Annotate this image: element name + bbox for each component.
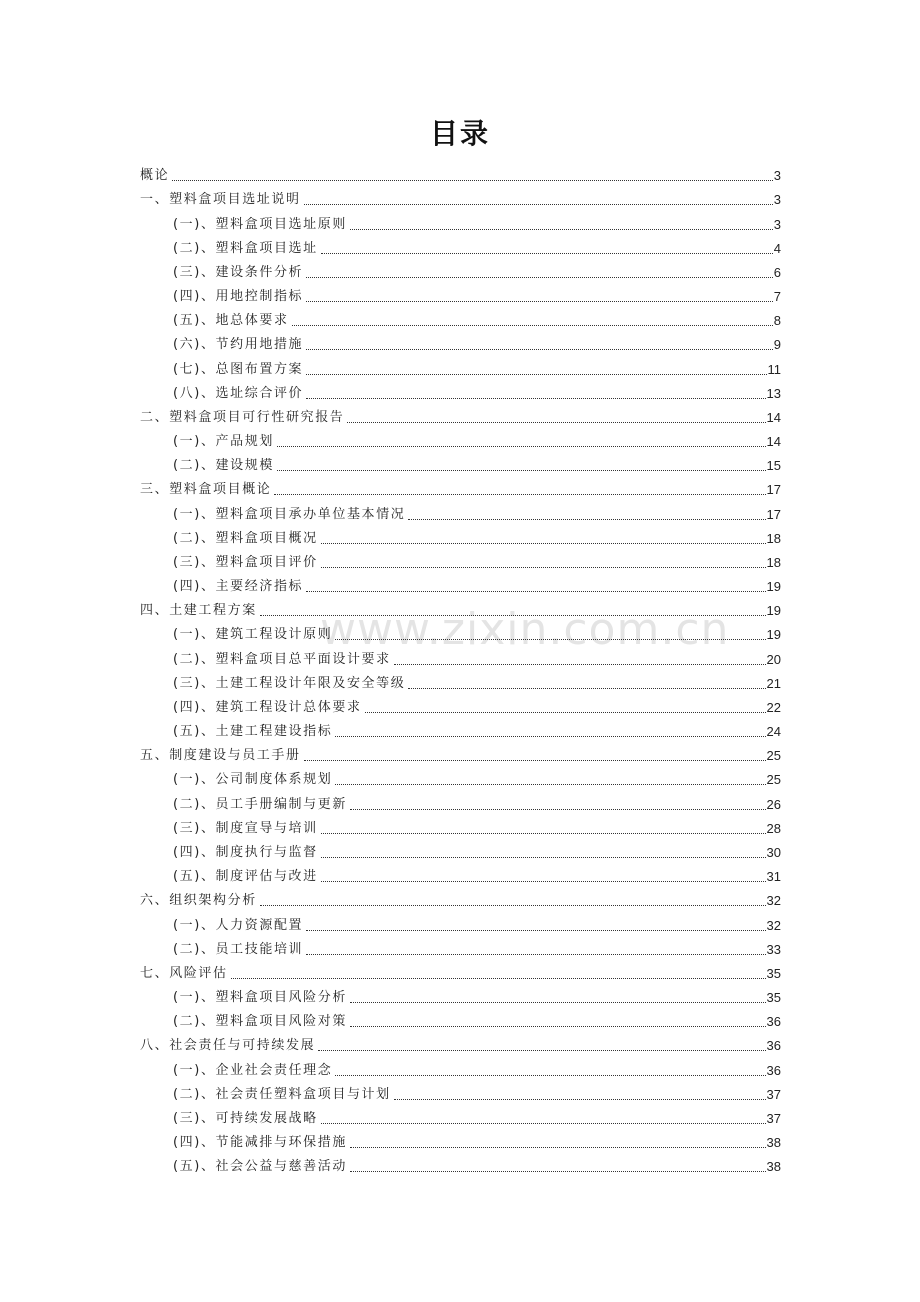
toc-entry-page-number: 7 [773,289,781,305]
toc-entry-page-number: 15 [766,458,781,474]
toc-entry-page-number: 25 [766,748,781,764]
toc-entry-label: (四)、建筑工程设计总体要求 [173,699,362,715]
dot-leader [335,1075,765,1076]
toc-entry-page-number: 33 [766,941,781,957]
toc-entry-label: (二)、建设规模 [173,458,274,474]
toc-entry-label: (五)、土建工程建设指标 [173,724,333,740]
toc-entry-page-number: 35 [766,990,781,1006]
toc-entry-page-number: 35 [766,965,781,981]
toc-entry[interactable] [140,982,781,1006]
toc-entry[interactable] [140,257,781,281]
toc-entry[interactable] [140,1151,781,1175]
dot-leader [306,954,765,955]
dot-leader [304,760,766,761]
toc-entry[interactable] [140,595,781,619]
toc-entry-label: (一)、建筑工程设计原则 [173,627,333,643]
toc-entry[interactable] [140,378,781,402]
toc-entry-page-number: 13 [766,385,781,401]
dot-leader [318,1050,765,1051]
dot-leader [304,204,773,205]
dot-leader [306,277,773,278]
toc-entry[interactable] [140,1079,781,1103]
dot-leader [321,543,766,544]
toc-entry-page-number: 6 [773,264,781,280]
toc-entry-label: 三、塑料盒项目概论 [140,482,272,498]
toc-entry-label: (三)、塑料盒项目评价 [173,554,318,570]
toc-entry-label: 概论 [140,168,170,184]
watermark-text: www.zixin.com.cn [320,604,730,655]
toc-entry[interactable] [140,474,781,498]
toc-entry-page-number: 32 [766,893,781,909]
toc-entry-label: 二、塑料盒项目可行性研究报告 [140,409,345,425]
toc-entry-page-number: 4 [773,240,781,256]
toc-entry[interactable] [140,958,781,982]
dot-leader [350,809,766,810]
toc-entry-page-number: 38 [766,1159,781,1175]
toc-entry-label: (二)、塑料盒项目风险对策 [173,1014,347,1030]
toc-entry-page-number: 3 [773,168,781,184]
toc-entry[interactable] [140,571,781,595]
toc-entry-label: (二)、员工技能培训 [173,941,304,957]
toc-entry-page-number: 19 [766,603,781,619]
toc-entry[interactable] [140,1127,781,1151]
toc-entry-label: (三)、建设条件分析 [173,264,304,280]
toc-entry[interactable] [140,184,781,208]
toc-entry-label: (一)、企业社会责任理念 [173,1062,333,1078]
dot-leader [408,519,765,520]
toc-entry[interactable] [140,547,781,571]
dot-leader [321,833,766,834]
toc-entry[interactable] [140,813,781,837]
toc-entry[interactable] [140,740,781,764]
toc-entry-label: (二)、员工手册编制与更新 [173,796,347,812]
dot-leader [260,615,766,616]
toc-entry-page-number: 36 [766,1038,781,1054]
toc-entry-page-number: 11 [767,361,781,377]
toc-entry-label: (三)、土建工程设计年限及安全等级 [173,675,406,691]
toc-entry-page-number: 25 [766,772,781,788]
dot-leader [274,494,765,495]
toc-entry-label: (四)、用地控制指标 [173,289,304,305]
dot-leader [394,664,766,665]
toc-entry-label: (八)、选址综合评价 [173,385,304,401]
dot-leader [231,978,766,979]
dot-leader [277,470,766,471]
toc-entry[interactable] [140,668,781,692]
dot-leader [350,1171,766,1172]
toc-entry[interactable] [140,305,781,329]
toc-entry-page-number: 17 [766,506,781,522]
toc-entry[interactable] [140,1006,781,1030]
toc-entry[interactable] [140,523,781,547]
toc-entry-page-number: 37 [766,1086,781,1102]
toc-entry[interactable] [140,788,781,812]
dot-leader [172,180,773,181]
dot-leader [365,712,766,713]
dot-leader [260,905,766,906]
toc-entry-label: (一)、塑料盒项目风险分析 [173,990,347,1006]
toc-entry-page-number: 19 [766,579,781,595]
toc-entry-label: (七)、总图布置方案 [173,361,304,377]
toc-entry[interactable] [140,208,781,232]
toc-entry-page-number: 14 [766,409,781,425]
toc-entry-page-number: 38 [766,1135,781,1151]
toc-entry-page-number: 18 [766,554,781,570]
toc-entry[interactable] [140,353,781,377]
dot-leader [321,253,773,254]
toc-entry-page-number: 32 [766,917,781,933]
toc-entry-page-number: 17 [766,482,781,498]
toc-entry-label: (一)、塑料盒项目承办单位基本情况 [173,506,406,522]
toc-entry[interactable] [140,643,781,667]
dot-leader [335,784,765,785]
toc-entry[interactable] [140,909,781,933]
dot-leader [350,229,773,230]
dot-leader [394,1099,766,1100]
toc-entry-label: (六)、节约用地措施 [173,337,304,353]
toc-entry-label: (四)、节能减排与环保措施 [173,1135,347,1151]
toc-entry-label: (一)、公司制度体系规划 [173,772,333,788]
toc-entry-page-number: 36 [766,1014,781,1030]
dot-leader [347,422,765,423]
toc-entry-label: (四)、制度执行与监督 [173,844,318,860]
toc-entry-page-number: 24 [766,724,781,740]
page-title: 目录 [429,117,490,150]
dot-leader [321,1123,766,1124]
toc-entry-label: (一)、产品规划 [173,434,274,450]
toc-entry[interactable] [140,281,781,305]
dot-leader [306,301,773,302]
toc-entry[interactable] [140,885,781,909]
toc-entry[interactable] [140,764,781,788]
dot-leader [292,325,773,326]
toc-entry[interactable] [140,329,781,353]
dot-leader [335,736,765,737]
toc-entry-label: 一、塑料盒项目选址说明 [140,192,301,208]
dot-leader [321,881,766,882]
toc-entry-label: 七、风险评估 [140,965,228,981]
toc-entry-label: (二)、社会责任塑料盒项目与计划 [173,1086,391,1102]
dot-leader [408,688,765,689]
toc-entry[interactable] [140,450,781,474]
toc-entry-page-number: 28 [766,820,781,836]
toc-entry[interactable] [140,1030,781,1054]
toc-entry-label: (一)、塑料盒项目选址原则 [173,216,347,232]
toc-entry-label: (二)、塑料盒项目选址 [173,240,318,256]
dot-leader [277,446,766,447]
toc-entry-page-number: 30 [766,844,781,860]
toc-entry[interactable] [140,861,781,885]
toc-entry-page-number: 26 [766,796,781,812]
toc-entry-label: (五)、社会公益与慈善活动 [173,1159,347,1175]
dot-leader [321,857,766,858]
dot-leader [350,1002,766,1003]
toc-entry-label: 四、土建工程方案 [140,603,257,619]
toc-entry-label: (二)、塑料盒项目总平面设计要求 [173,651,391,667]
toc-entry-page-number: 8 [773,313,781,329]
toc-entry[interactable] [140,837,781,861]
toc-entry-page-number: 19 [766,627,781,643]
toc-entry-page-number: 22 [766,699,781,715]
toc-entry[interactable] [140,402,781,426]
dot-leader [306,374,766,375]
dot-leader [350,1147,766,1148]
toc-entry-page-number: 21 [766,675,781,691]
dot-leader [321,567,766,568]
toc-entry-label: (一)、人力资源配置 [173,917,304,933]
toc-entry-label: 八、社会责任与可持续发展 [140,1038,316,1054]
toc-entry-label: 六、组织架构分析 [140,893,257,909]
toc-entry[interactable] [140,426,781,450]
dot-leader [350,1026,766,1027]
toc-entry-page-number: 14 [766,434,781,450]
toc-entry[interactable] [140,498,781,522]
toc-entry-page-number: 3 [773,216,781,232]
dot-leader [335,639,765,640]
toc-entry[interactable] [140,619,781,643]
toc-entry-page-number: 9 [773,337,781,353]
dot-leader [306,930,765,931]
toc-entry-label: 五、制度建设与员工手册 [140,748,301,764]
toc-entry[interactable] [140,934,781,958]
toc-entry[interactable] [140,716,781,740]
toc-entry-label: (三)、制度宣导与培训 [173,820,318,836]
toc-entry[interactable] [140,160,781,184]
dot-leader [306,591,765,592]
toc-entry-page-number: 18 [766,530,781,546]
toc-entry-label: (五)、制度评估与改进 [173,869,318,885]
toc-entry-label: (三)、可持续发展战略 [173,1110,318,1126]
toc-entry-label: (四)、主要经济指标 [173,579,304,595]
toc-entry[interactable] [140,1054,781,1078]
dot-leader [306,398,765,399]
toc-entry-page-number: 3 [773,192,781,208]
toc-entry[interactable] [140,1103,781,1127]
toc-entry[interactable] [140,692,781,716]
toc-entry-page-number: 31 [766,869,781,885]
toc-entry[interactable] [140,233,781,257]
table-of-contents [140,160,781,1175]
toc-entry-page-number: 37 [766,1110,781,1126]
toc-entry-page-number: 20 [766,651,781,667]
dot-leader [306,349,773,350]
toc-entry-label: (五)、地总体要求 [173,313,289,329]
toc-entry-page-number: 36 [766,1062,781,1078]
toc-entry-label: (二)、塑料盒项目概况 [173,530,318,546]
